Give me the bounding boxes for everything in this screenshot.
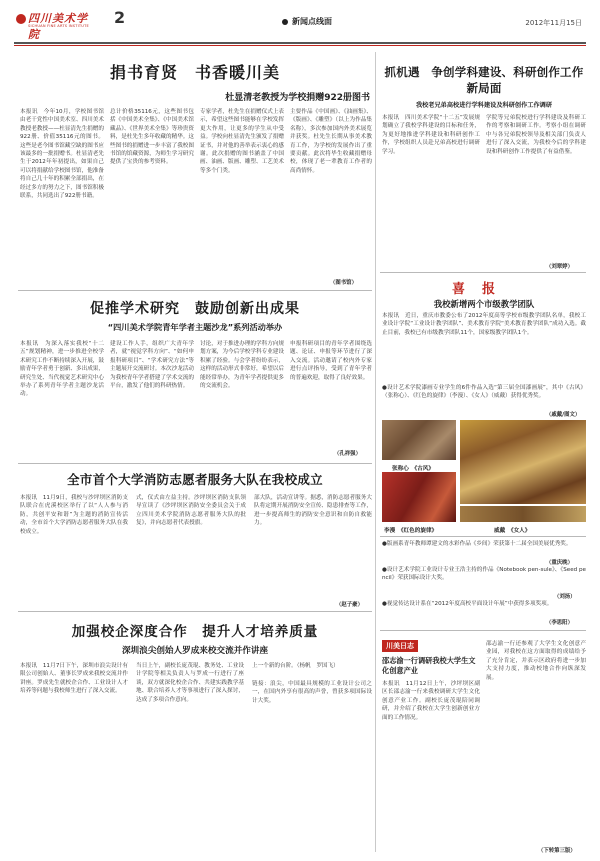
rule-a1 — [18, 290, 372, 291]
xibao-photo-caption: ●设计艺术学院漆画专业学生的6件作品入选“第三届全国漆画展”，其中《古风》（张称心）、《红色的旋律》（李漫）、《女人》（威戴）获得优秀奖。 — [382, 385, 586, 400]
brief-1-signoff: （重庆晚） — [546, 560, 573, 566]
rule-photos — [380, 536, 586, 537]
article2-col4: 申报科研项目的青年学者围绕选题、论证、申报等环节进行了深入交流。活动邀请了校内外专家进行点评指导，受到了青年学者的普遍欢迎，取得了良好效果。 — [290, 341, 372, 381]
date: 2012年11月15日 — [525, 19, 582, 27]
article4-subtitle: 深圳浪尖创始人罗成来校交流并作讲座 — [121, 646, 269, 656]
article2-signoff: （孔祥强） — [334, 451, 361, 457]
article5-signoff: （刘翠婷） — [546, 264, 573, 270]
chuanmei-signoff: （下转第三版） — [538, 848, 576, 854]
article3-title: 全市首个大学消防志愿者服务大队在我校成立 — [66, 472, 323, 487]
chuanmei-col2: 邵志渝一行还参观了大学生文化创意产业园，对我校在这方面取得的成绩给予了充分肯定，并表示区政府将进一步加大支持力度，推动校地合作向纵深发展。 — [486, 641, 586, 681]
masthead-rule — [14, 42, 586, 44]
section-bullet-icon — [282, 19, 288, 25]
artwork-caption-red: 李漫 《红色的旋律》 — [384, 528, 438, 534]
chuanmei-body: 本报讯 11月12日上午，沙坪坝区副区长邵志渝一行来我校调研大学生文化创意产业工作。副校长庞茂琨陪同调研，并介绍了我校在大学生创新创业方面的工作情况。 — [382, 681, 480, 721]
rule-a5 — [380, 272, 586, 273]
article2-subtitle: “四川美术学院青年学者主题沙龙”系列活动举办 — [107, 322, 283, 332]
section-name: 新闻点线面 — [292, 17, 332, 26]
column-divider — [375, 52, 376, 852]
rule-briefs — [380, 630, 586, 631]
xibao-label: 喜 报 — [452, 282, 498, 297]
rule-a3 — [18, 611, 372, 612]
article4-col1: 本报讯 11月7日下午，深圳市浪尖设计有限公司创始人、董事长罗成来我校交流并作讲座。罗成先生就校企合作、工业设计人才培养等问题与我校师生进行了深入交流。 — [20, 663, 128, 695]
masthead — [16, 8, 584, 42]
chuanmei-title: 邵志渝一行调研我校大学生文化创意产业 — [382, 656, 476, 675]
article1-col1: 本报讯 今年10月，学校图书馆由老干党性中国美术室、四川美术教授老教授——杜显清先生捐赠的922册、价值35116元的图书。这些是老今图书馆藏空缺的图书应该最多的一批捐赠书。杜显清老先生于2012年年初提出，如果自己可以将捐献给学校图书馆，他准备将自己几十年的积累全部捐出，在经过多方的努力之下，图书馆积极联系，共同选出了922册书籍。 — [20, 109, 104, 200]
masthead-rule-thin — [14, 45, 586, 46]
article4-title: 加强校企深度合作 提升人才培养质量 — [71, 624, 319, 640]
brief-1: ●版画系青年教师谭建文的水彩作品《乡间》荣获第十二届全国美展优秀奖。 — [382, 541, 572, 547]
article4-col3: 上一个新的台阶。（杨帆 罗国飞） — [252, 663, 339, 669]
article3-col3: 部大队，活动宣讲等。据悉，消防志愿者服务大队将定期开展消防安全宣传、隐患排查等工作，进一步提高师生的消防安全意识和自防自救能力。 — [254, 495, 372, 527]
xibao-title: 我校新增两个市级教学团队 — [433, 299, 535, 309]
artwork-photo-women — [460, 420, 586, 504]
chuanmei-tag: 川美日志 — [382, 640, 418, 652]
artwork-photo-gufeng — [382, 420, 456, 460]
artwork-photo-red — [382, 472, 456, 522]
logo-emblem-icon — [16, 14, 26, 24]
xibao-body: 本报讯 近日，重庆市教委公布了2012年度高等学校市级教学团队名单，我校工业设计学院“工业设计教学团队”、美术教育学院“美术教育教学团队”成功入选。截止目前，我校已有市级教学团队11个，国家级教学团队1个。 — [382, 313, 586, 336]
article4-col2: 当日上午，副校长庞茂琨、教务处、工业设计学院等相关负责人与罗成一行进行了座谈，双方就深化校企合作、共建实践教学基地、联合培养人才等事项进行了深入探讨，达成了多项合作意向。 — [136, 663, 244, 703]
article2-title: 促推学术研究 鼓励创新出成果 — [90, 301, 300, 317]
article1-col2: 总计价格35116元，这些图书包括《中国美术全集》、《中国美术馆藏品》、《世界美术全集》等珍贵资料，是杜先生多年收藏的精华。这些图书的捐赠进一步丰富了我校图书馆的馆藏资源，为师生学习研究提供了宝贵的参考资料。 — [110, 109, 194, 166]
article5-col1: 本报讯 四川美术学院“十二五”发展规划确立了我校学科建设的目标和任务，为更好地推进学科建设和科研创作工作，学校组织人员赴兄弟高校进行调研学习。 — [382, 115, 480, 155]
article4-col3b: 链接：浪尖，中国最具规模的工业设计公司之一，在国内外享有很高的声誉，曾获多项国际设计大奖。 — [252, 681, 372, 704]
article3-col1: 本报讯 11月9日，我校与沙坪坝区消防支队联合在虎溪校区举行了以“人人参与消防，共创平安和谐”为主题的消防宣传活动，全市首个大学消防志愿者服务大队在我校成立。 — [20, 495, 128, 535]
paper-name: 四川美术学院 — [28, 12, 88, 41]
article1-title: 捐书育贤 书香暖川美 — [109, 63, 280, 82]
brief-2: ●设计艺术学院工业设计专业王浩主持的作品《Notebook pen-sule》、《Seed pencil》荣获国际设计大奖。 — [382, 567, 586, 582]
article2-col2: 建设工作人手，组织广大青年学者，就“视觉学科方向”、“如何申报科研项目”、“学术研究方法”等主题展开交流研讨。本次沙龙活动为我校青年学者搭建了学术交流的平台，激发了他们的科研热情。 — [110, 341, 194, 390]
brief-3-signoff: （李思阳） — [546, 620, 573, 626]
article3-col2: 式，仪式由左益主持。沙坪坝区消防支队领导宣读了《沙坪坝区消防安全委员会关于成立四川美术学院消防志愿者服务大队的批复》，并向志愿者代表授旗。 — [136, 495, 246, 527]
article3-signoff: （赵子豪） — [336, 602, 363, 608]
article5-subtitle: 我校老兄弟高校进行学科建设及科研创作工作调研 — [415, 102, 553, 109]
article5-title: 抓机遇 争创学科建设、科研创作工作新局面 — [384, 65, 584, 95]
logo — [16, 8, 98, 41]
article2-col1: 本报讯 为深入落实我校“十二五”规划精神，进一步推进全校学术研究工作不断持续深入开展，鼓励青年学者勇于创新、多出成果，研究生处、当代视觉艺术研究中心举办了系列青年学者主题沙龙活动。 — [20, 341, 104, 398]
artwork-photo-extra — [460, 506, 586, 522]
page-number: 2 — [114, 8, 126, 27]
paper-name-en: SICHUAN FINE ARTS INSTITUTE — [28, 24, 89, 28]
article5-col2: 学院等兄弟院校进行学科建设及科研工作的考察和调研工作。考察小组在调研中与各兄弟院校领导及相关部门负责人进行了深入交流，为我校今后的学科建设和科研创作工作提供了有益借鉴。 — [486, 115, 586, 155]
artwork-caption-women: 威戴 《女人》 — [494, 528, 531, 534]
article1-col3: 专家学者，杜先生在捐赠仪式上表示，希望这些图书能够在学校发挥更大作用，让更多的学生从中受益。学校向杜显清先生颁发了捐赠证书，并对他的善举表示衷心的感谢。此次捐赠的图书涵盖了中国画、油画、版画、雕塑、工艺美术等多个门类。 — [200, 109, 284, 174]
brief-2-signoff: （刘扬） — [554, 594, 576, 600]
article1-subtitle: 杜显清老教授为学校捐赠922册图书 — [225, 93, 370, 103]
rule-a2 — [18, 463, 372, 464]
article2-col3: 讨论，对于推进办理的学科方向规划方案，为今后学校学科专业建设积累了经验。与会学者纷纷表示，这样的活动形式非常好，希望以后能经常举办，为青年学者提供更多的交流机会。 — [200, 341, 284, 390]
artwork-caption-gufeng: 张称心 《古风》 — [392, 466, 434, 472]
article1-signoff: （图书馆） — [330, 280, 357, 286]
xibao-signoff: （戚戴/图文） — [546, 412, 581, 418]
brief-3: ●视觉传达设计系在“2012年度高校平面设计年展”中获得多项奖项。 — [382, 601, 553, 607]
article1-col4: 主要作品《中国画》、《油画集》、《版画》、《雕塑》（以上为作品集名称），多次参加国内外美术展览并获奖。杜先生长期从事美术教育工作，为学校的发展作出了重要贡献。此次将毕生收藏捐赠母校，体现了老一辈教育工作者的高尚情怀。 — [290, 109, 372, 174]
